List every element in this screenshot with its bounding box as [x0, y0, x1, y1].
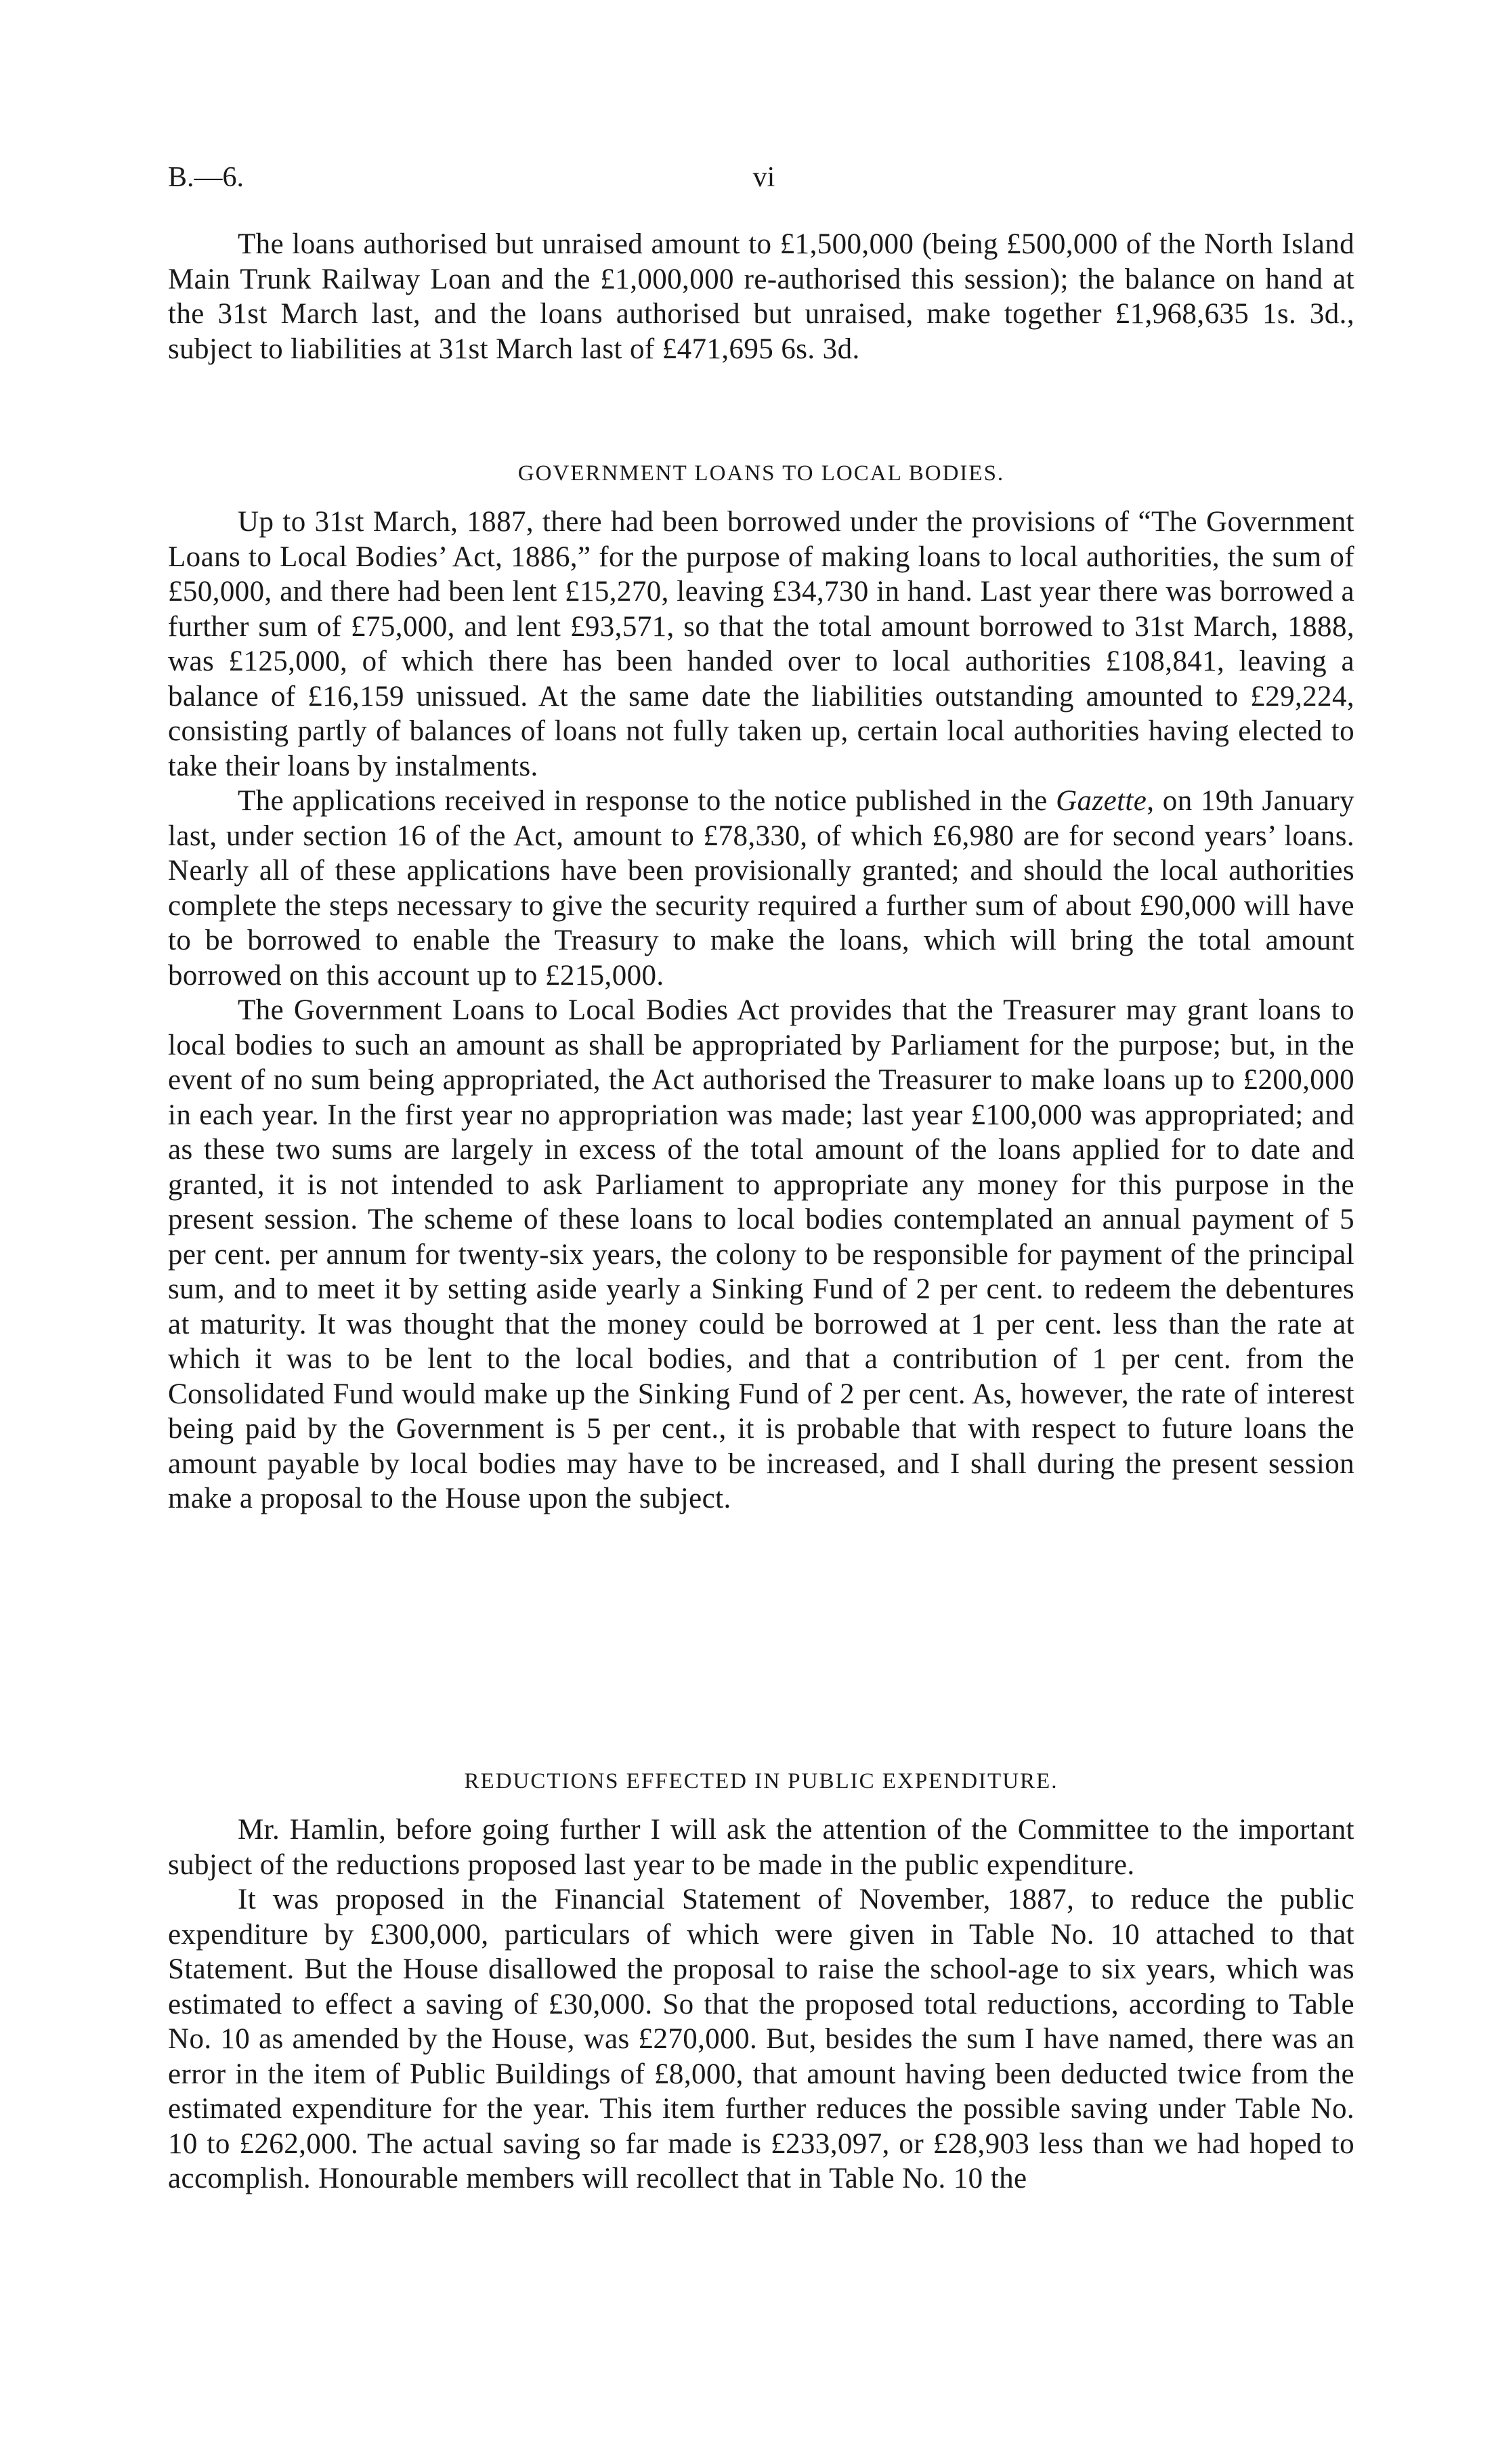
page-header — [168, 161, 1360, 202]
gazette-italic: Gazette — [1056, 785, 1147, 817]
paragraph: It was proposed in the Financial Statement of November, 1887, to reduce the public expenditure by £300,000, particulars of which were given in Table No. 10 attached to that Statement. But the House disallowed the proposal to raise the school-age to six years, which was estimated to effect a saving of £30,000. So that the proposed total reductions, according to Table No. 10 as amended by the House, was £270,000. But, besides the sum I have named, there was an error in the item of Public Buildings of £8,000, that amount having been deducted twice from the estimated expenditure for the year. This item further reduces the possible saving under Table No. 10 to £262,000. The actual saving so far made is £233,097, or £28,903 less than we had hoped to accomplish. Honourable members will recollect that in Table No. 10 the — [168, 1884, 1354, 2194]
page-number: vi — [752, 162, 775, 193]
intro-section — [168, 227, 1354, 366]
paragraph — [168, 784, 1354, 993]
paragraph: The loans authorised but unraised amount to £1,500,000 (being £500,000 of the North Island Main Trunk Railway Loan and the £1,000,000 re-authorised this session); the balance on hand at the 31st March last, and the loans authorised but unraised, make together £1,968,635 1s. 3d., subject to liabilities at 31st March last of £471,695 6s. 3d. — [168, 228, 1354, 365]
paragraph: Up to 31st March, 1887, there had been borrowed under the provisions of “The Government Loans to Local Bodies’ Act, 1886,” for the purpose of making loans to local authorities, the sum of £50,000, and there had been lent £15,270, leaving £34,730 in hand. Last year there was borrowed a further sum of £75,000, and lent £93,571, so that the total amount borrowed to 31st March, 1888, was £125,000, of which there has been handed over to local authorities £108,841, leaving a balance of £16,159 unissued. At the same date the liabilities outstanding amounted to £29,224, consisting partly of balances of loans not fully taken up, certain local authorities having elected to take their loans by instalments. — [168, 506, 1354, 782]
paragraph-text: , on 19th January last, under section 16 of the Act, amount to £78,330, of which £6,980 are for second years’ loans. Nearly all of these applications have been provisionally granted; and should the local authorities complete the steps necessary to give the security required a further sum of about £90,000 will have to be borrowed to enable the Treasury to make the loans, which will bring the total amount borrowed on this account up to £215,000. — [168, 785, 1354, 992]
document-reference: B.—6. — [168, 162, 244, 193]
paragraph: Mr. Hamlin, before going further I will ask the attention of the Committee to the important subject of the reductions proposed last year to be made in the public expenditure. — [168, 1814, 1354, 1881]
reductions-section — [168, 1812, 1354, 2196]
paragraph: The Government Loans to Local Bodies Act provides that the Treasurer may grant loans to local bodies to such an amount as shall be appropriated by Parliament for the purpose; but, in the event of no sum being appropriated, the Act authorised the Treasurer to make loans up to £200,000 in each year. In the first year no appropriation was made; last year £100,000 was appropriated; and as these two sums are largely in excess of the total amount of the loans applied for to date and granted, it is not intended to ask Parliament to appropriate any money for this purpose in the present session. The scheme of these loans to local bodies contemplated an annual payment of 5 per cent. per annum for twenty-six years, the colony to be responsible for payment of the principal sum, and to meet it by setting aside yearly a Sinking Fund of 2 per cent. to redeem the debentures at maturity. It was thought that the money could be borrowed at 1 per cent. less than the rate at which it was to be lent to the local bodies, and that a contribution of 1 per cent. from the Consolidated Fund would make up the Sinking Fund of 2 per cent. As, however, the rate of interest being paid by the Government is 5 per cent., it is probable that with respect to future loans the amount payable by local bodies may have to be increased, and I shall during the present session make a proposal to the House upon the subject. — [168, 994, 1354, 1514]
section-heading-government-loans: GOVERNMENT LOANS TO LOCAL BODIES. — [517, 461, 1005, 486]
government-loans-section — [168, 505, 1354, 1516]
paragraph-text: The applications received in response to the notice published in the — [238, 785, 1048, 817]
section-heading-reductions: REDUCTIONS EFFECTED IN PUBLIC EXPENDITURE. — [464, 1769, 1059, 1793]
